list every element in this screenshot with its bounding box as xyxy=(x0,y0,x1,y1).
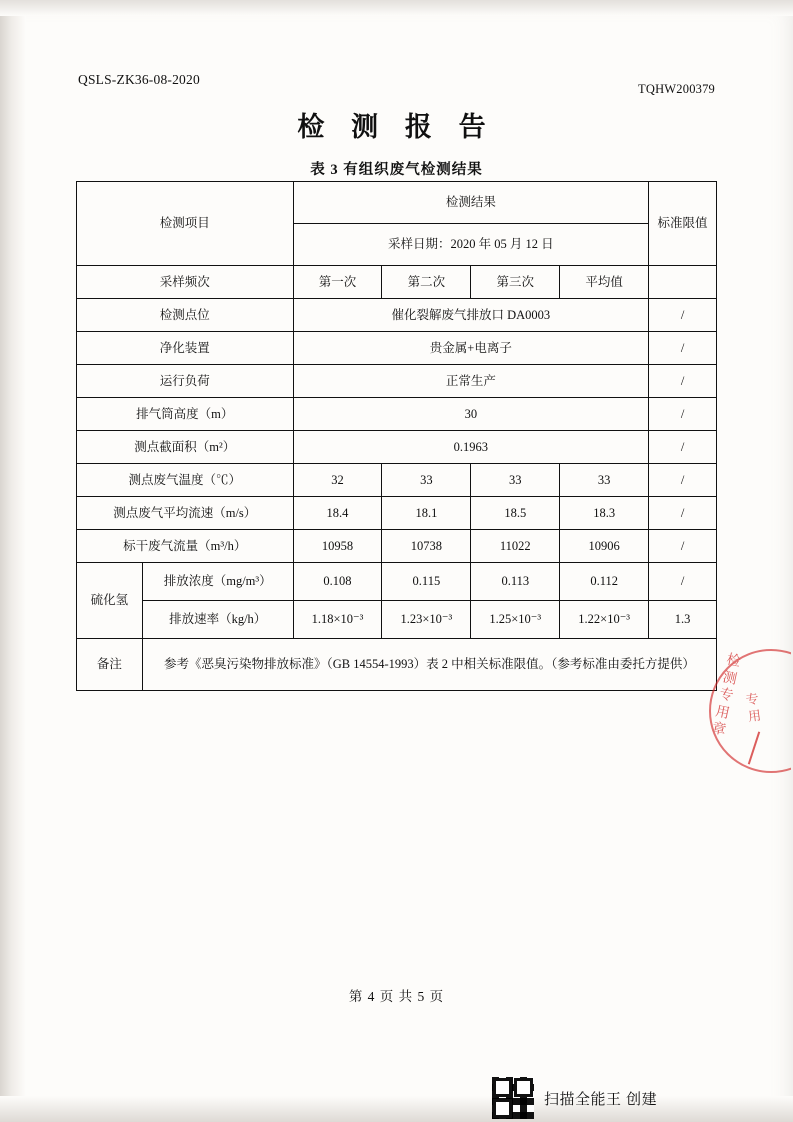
cell-value: 11022 xyxy=(471,530,560,563)
row-label: 测点废气平均流速（m/s） xyxy=(77,497,294,530)
stamp-text-primary: 检测专用章 xyxy=(710,652,743,739)
row-label: 测点截面积（m²） xyxy=(77,431,294,464)
table-row xyxy=(77,530,717,563)
cell-limit: / xyxy=(649,365,717,398)
row-label: 运行负荷 xyxy=(77,365,294,398)
table-row-pollutant-concentration xyxy=(77,563,717,601)
cell-value-merged: 催化裂解废气排放口 DA0003 xyxy=(293,299,649,332)
official-stamp xyxy=(703,645,791,777)
cell-value: 平均值 xyxy=(560,266,649,299)
row-label: 采样频次 xyxy=(77,266,294,299)
page-number: 第 4 页 共 5 页 xyxy=(348,989,445,1004)
row-label: 净化装置 xyxy=(77,332,294,365)
cell-value: 0.108 xyxy=(293,563,382,601)
cell-limit: / xyxy=(649,497,717,530)
cell-limit: / xyxy=(649,563,717,601)
cell-value-merged: 0.1963 xyxy=(293,431,649,464)
table-row xyxy=(77,365,717,398)
cell-value: 10738 xyxy=(382,530,471,563)
cell-limit: 1.3 xyxy=(649,601,717,639)
cell-value: 1.18×10⁻³ xyxy=(293,601,382,639)
cell-limit: / xyxy=(649,332,717,365)
table-row-pollutant-rate xyxy=(77,601,717,639)
table-caption: 表 3 有组织废气检测结果 xyxy=(310,162,483,178)
pollutant-name: 硫化氢 xyxy=(77,563,143,639)
table-row xyxy=(77,497,717,530)
cell-value: 33 xyxy=(560,464,649,497)
cell-value: 第二次 xyxy=(382,266,471,299)
header-limit: 标准限值 xyxy=(649,182,717,266)
sampling-date: 采样日期：2020 年 05 月 12 日 xyxy=(293,224,649,266)
table-row-frequency xyxy=(77,266,717,299)
cell-value: 33 xyxy=(382,464,471,497)
cell-value: 1.22×10⁻³ xyxy=(560,601,649,639)
cell-value-merged: 30 xyxy=(293,398,649,431)
cell-value: 18.3 xyxy=(560,497,649,530)
scan-edge-bottom xyxy=(0,1096,793,1122)
scan-watermark xyxy=(492,1077,657,1119)
report-number: TQHW200379 xyxy=(638,82,715,96)
table-row xyxy=(77,299,717,332)
cell-value: 第一次 xyxy=(293,266,382,299)
cell-value: 18.1 xyxy=(382,497,471,530)
row-label: 测点废气温度（℃） xyxy=(77,464,294,497)
cell-value: 18.5 xyxy=(471,497,560,530)
cell-value: 33 xyxy=(471,464,560,497)
page-title: 检 测 报 告 xyxy=(297,112,496,142)
table-header-row xyxy=(77,182,717,224)
row-label: 检测点位 xyxy=(77,299,294,332)
cell-value: 第三次 xyxy=(471,266,560,299)
scan-watermark-text: 扫描全能王 创建 xyxy=(544,1090,658,1108)
cell-value: 10958 xyxy=(293,530,382,563)
table-row xyxy=(77,332,717,365)
table-row xyxy=(77,431,717,464)
row-label: 排放速率（kg/h） xyxy=(142,601,293,639)
row-label: 排气筒高度（m） xyxy=(77,398,294,431)
table-row xyxy=(77,398,717,431)
table-row xyxy=(77,464,717,497)
header-item: 检测项目 xyxy=(77,182,294,266)
note-label: 备注 xyxy=(77,639,143,691)
emission-results-table xyxy=(76,181,717,691)
cell-value: 1.23×10⁻³ xyxy=(382,601,471,639)
scan-edge-top xyxy=(0,0,793,16)
note-text: 参考《恶臭污染物排放标准》（GB 14554-1993）表 2 中相关标准限值。（参考标准由委托方提供） xyxy=(142,639,716,691)
cell-value: 0.112 xyxy=(560,563,649,601)
cell-value: 32 xyxy=(293,464,382,497)
cell-limit xyxy=(649,266,717,299)
cell-value: 18.4 xyxy=(293,497,382,530)
cell-limit: / xyxy=(649,299,717,332)
cell-value: 10906 xyxy=(560,530,649,563)
cell-value: 0.113 xyxy=(471,563,560,601)
cell-value-merged: 正常生产 xyxy=(293,365,649,398)
cell-value-merged: 贵金属+电离子 xyxy=(293,332,649,365)
cell-limit: / xyxy=(649,431,717,464)
row-label: 标干废气流量（m³/h） xyxy=(77,530,294,563)
table-row-note xyxy=(77,639,717,691)
stamp-text-secondary: 专用 xyxy=(744,690,763,725)
cell-limit: / xyxy=(649,464,717,497)
header-result: 检测结果 xyxy=(293,182,649,224)
cell-value: 0.115 xyxy=(382,563,471,601)
cell-limit: / xyxy=(649,530,717,563)
document-code: QSLS-ZK36-08-2020 xyxy=(78,72,200,87)
row-label: 排放浓度（mg/m³） xyxy=(142,563,293,601)
cell-value: 1.25×10⁻³ xyxy=(471,601,560,639)
cell-limit: / xyxy=(649,398,717,431)
qr-code-icon xyxy=(492,1077,534,1119)
